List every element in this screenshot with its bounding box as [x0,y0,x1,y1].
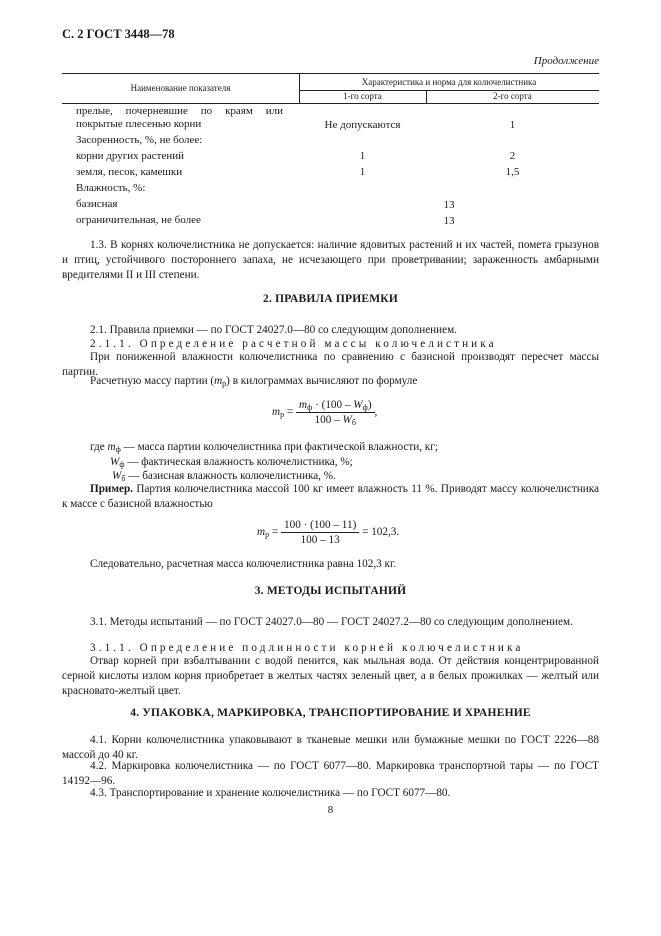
table-rule-top [62,73,599,74]
row-name: покрытые плесенью корни [76,118,202,130]
paragraph-consequently: Следовательно, расчетная масса колючелистника равна 102,3 кг. [90,558,397,570]
example-paragraph: Пример. Партия колючелистника массой 100 кг имеет влажность 11 %. Приводят массу колючелистника к массе с базисной влажностью [62,483,599,510]
formula-fraction: $\frac{m_ф \cdot (100 - W_ф)}{100 - W_б}$ [296,398,375,427]
where-line: где $m_ф$ — масса партии колючелистника при фактической влажности, кг; [90,441,438,454]
table-rule-header [62,103,599,104]
paragraph-3-1-1-text: Отвар корней при взбалтывании с водой пенится, как мыльная вода. От действия концентрированной серной кислоты излом корня приобретает в желтых частях зеленый цвет, а в белых прожилках — желтый или красновато-желтый цвет. [62,655,599,697]
formula-example: $m_р$ = $\frac{100 \cdot (100 - 11)}{100 - 13}$ = 102,3. [257,519,400,546]
row-name: земля, песок, камешки [76,166,183,178]
paragraph-3-1-1-heading: 3.1.1. Определение подлинности корней колючелистника [90,642,524,654]
paragraph-4-3: 4.3. Транспортирование и хранение колючелистника — по ГОСТ 6077—80. [90,787,451,799]
paragraph-calc-intro: Расчетную массу партии $(m_р)$ в килограммах вычисляют по формуле [90,375,418,388]
row-name: прелые, почерневшие по краям или [76,105,283,117]
header-grade-2: 2-го сорта [493,91,532,101]
paragraph-2-1: 2.1. Правила приемки — по ГОСТ 24027.0—80 со следующим дополнением. [90,324,457,336]
paragraph-2-1-1-heading: 2.1.1. Определение расчетной массы колючелистника [90,338,497,350]
row-name: ограничительная, не более [76,214,201,226]
row-value-grade-1: 1 [359,150,366,162]
section-2-title: 2. ПРАВИЛА ПРИЕМКИ [263,293,398,305]
row-name: Засоренность, %, не более: [76,134,203,146]
row-value-grade-1: 1 [359,166,366,178]
continuation-label: Продолжение [533,55,599,67]
header-grade-1: 1-го сорта [343,91,382,101]
paragraph-3-1: 3.1. Методы испытаний — по ГОСТ 24027.0—80 — ГОСТ 24027.2—80 со следующим дополнением. [90,616,573,628]
paragraph-2-1-1-text: При пониженной влажности колючелистника по сравнению с базисной производят пересчет массы партии. [62,351,599,378]
row-name: Влажность, %: [76,182,146,194]
row-value-both: 13 [443,199,455,211]
paragraph-4-2: 4.2. Маркировка колючелистника — по ГОСТ 6077—80. Маркировка транспортной тары — по ГОСТ 14192—96. [62,760,599,787]
formula-example-fraction: $\frac{100 \cdot (100 - 11)}{100 - 13}$ [281,518,359,547]
page-header: С. 2 ГОСТ 3448—78 [62,27,175,41]
page-number: 8 [327,804,334,816]
row-name: корни других растений [76,150,185,162]
row-name: базисная [76,198,118,210]
row-value-grade-2: 1,5 [505,166,520,178]
row-value-grade-2: 1 [509,119,516,131]
row-value-grade-1: Не допускаются [324,119,401,131]
header-group: Характеристика и норма для колючелистника [361,77,537,87]
paragraph-1-3: 1.3. В корнях колючелистника не допускается: наличие ядовитых растений и их частей, помета грызунов и птиц, устойчивого постороннего запаха, не исчезающего при проветривании; зараженность амбарными вредителями II и III степени. [62,239,599,281]
row-value-both: 13 [443,215,455,227]
formula-mass: $m_р$ = $\frac{m_ф \cdot (100 - W_ф)}{100 - W_б}$ , [272,399,378,427]
header-indicator: Наименование показателя [130,83,231,93]
paragraph-4-1: 4.1. Корни колючелистника упаковывают в тканевые мешки или бумажные мешки по ГОСТ 2226—88 массой до 40 кг. [62,734,599,761]
row-value-grade-2: 2 [509,150,516,162]
section-4-title: 4. УПАКОВКА, МАРКИРОВКА, ТРАНСПОРТИРОВАНИЕ И ХРАНЕНИЕ [130,707,531,719]
where-line: $W_б$ — базисная влажность колючелистника, %. [112,470,336,483]
section-3-title: 3. МЕТОДЫ ИСПЫТАНИЙ [254,585,407,597]
where-line: $W_ф$ — фактическая влажность колючелистника, %; [110,456,353,469]
